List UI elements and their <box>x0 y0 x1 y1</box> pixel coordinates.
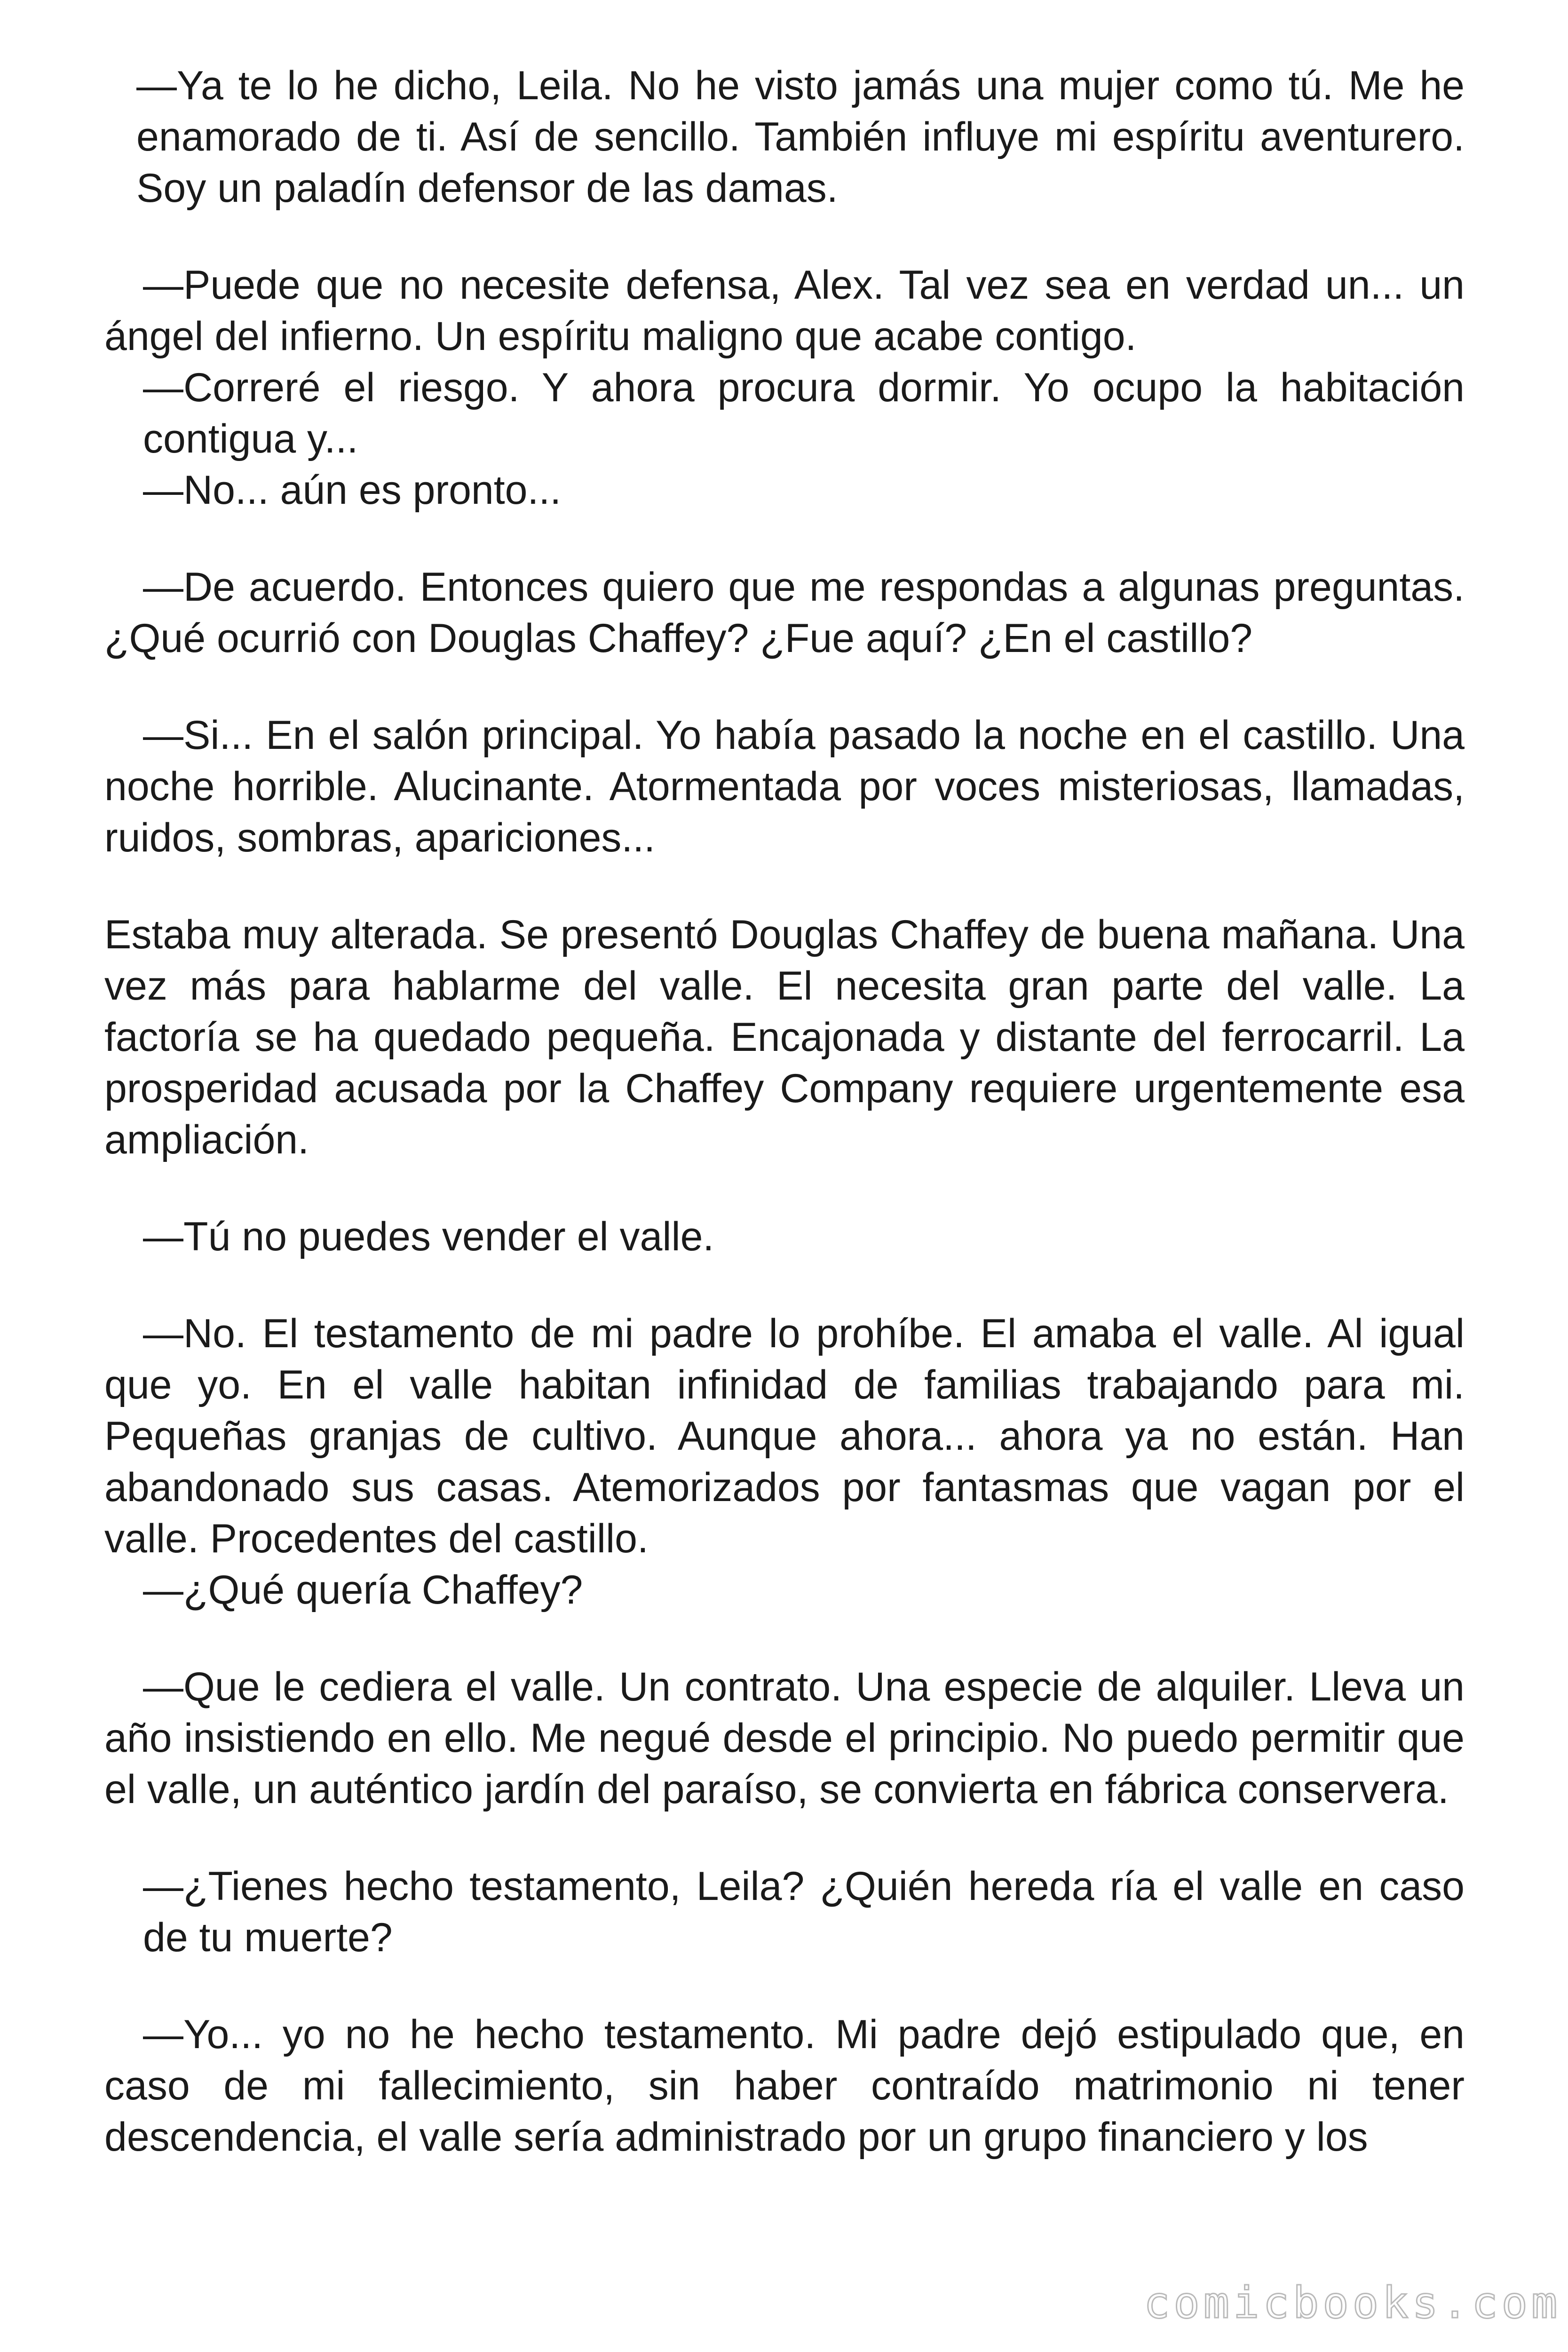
body-text <box>104 60 1465 2163</box>
paragraph-5: —De acuerdo. Entonces quiero que me respondas a algunas preguntas. ¿Qué ocurrió con Douglas Chaffey? ¿Fue aquí? ¿En el castillo? <box>104 564 1465 661</box>
paragraph-10: —¿Qué quería Chaffey? <box>143 1567 583 1613</box>
paragraph-7: Estaba muy alterada. Se presentó Douglas Chaffey de buena mañana. Una vez más para hablarme del valle. El necesita gran parte del valle. La factoría se ha quedado pequeña. Encajonada y distante del ferrocarril. La prosperidad acusada por la Chaffey Company requiere urgentemente esa ampliación. <box>104 912 1465 1162</box>
paragraph-9: —No. El testamento de mi padre lo prohíbe. El amaba el valle. Al igual que yo. En el valle habitan infinidad de familias trabajando para mi. Pequeñas granjas de cultivo. Aunque ahora... ahora ya no están. Han abandonado sus casas. Atemorizados por fantasmas que vagan por el valle. Procedentes del castillo. <box>104 1311 1465 1561</box>
paragraph-12: —¿Tienes hecho testamento, Leila? ¿Quién hereda ría el valle en caso de tu muerte? <box>143 1864 1465 1960</box>
paragraph-11: —Que le cediera el valle. Un contrato. Una especie de alquiler. Lleva un año insistiendo en ello. Me negué desde el principio. No puedo permitir que el valle, un auténtico jardín del paraíso, se convierta en fábrica conservera. <box>104 1664 1465 1812</box>
paragraph-4: —No... aún es pronto... <box>143 468 562 513</box>
paragraph-2: —Puede que no necesite defensa, Alex. Tal vez sea en verdad un... un ángel del infierno. Un espíritu maligno que acabe contigo. <box>104 262 1465 359</box>
paragraph-3: —Correré el riesgo. Y ahora procura dormir. Yo ocupo la habitación contigua y... <box>143 365 1465 461</box>
paragraph-8: —Tú no puedes vender el valle. <box>143 1214 714 1259</box>
watermark-text: comicbooks.com <box>1144 2278 1561 2328</box>
paragraph-6: —Si... En el salón principal. Yo había pasado la noche en el castillo. Una noche horrible. Alucinante. Atormentada por voces misteriosas, llamadas, ruidos, sombras, apariciones... <box>104 713 1465 860</box>
paragraph-13: —Yo... yo no he hecho testamento. Mi padre dejó estipulado que, en caso de mi fallecimiento, sin haber contraído matrimonio ni tener descendencia, el valle sería administrado por un grupo financiero y los <box>104 2012 1465 2160</box>
paragraph-1: —Ya te lo he dicho, Leila. No he visto jamás una mujer como tú. Me he enamorado de ti. Así de sencillo. También influye mi espíritu aventurero. Soy un paladín defensor de las damas. <box>136 63 1465 211</box>
